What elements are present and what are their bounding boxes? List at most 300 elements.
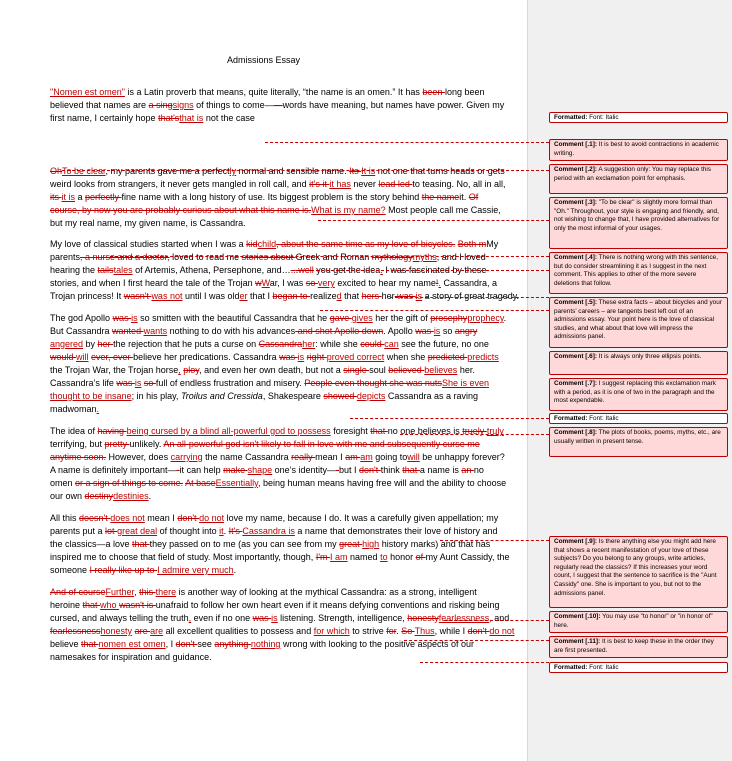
tracked-deletion: I really like up to [89,565,158,575]
text-run: The god Apollo [50,313,113,323]
comment-label: Comment [.9]: [554,538,597,545]
format-note[interactable] [549,112,728,123]
tracked-deletion: — [273,100,283,110]
comment-bubble[interactable] [549,164,728,194]
tracked-insertion: . [96,404,100,414]
comment-leader [390,297,549,298]
comment-text: "To be clear" is slightly more formal than "Oh." Throughout, your style is engaging and friendly, and, not wishing to change that, I have provided alternatives for only the most informal of your usages. [554,199,720,232]
text-run: . [396,626,402,636]
tracked-insertion: "Nomen est omen" [50,87,125,97]
text-run: hearing the [50,265,98,275]
text-run: , I [165,639,176,649]
tracked-deletion: At base [185,478,216,488]
text-run: not the case [203,113,255,123]
tracked-deletion: don't [467,626,490,636]
text-run: the classics—a love [50,539,133,549]
text-run: stories, and when I first heard the tale of the Trojan [50,278,256,288]
comment-leader [110,256,549,257]
tracked-insertion: ly [229,166,237,176]
tracked-insertion: great deal [117,526,158,536]
paragraph-1[interactable] [50,86,520,125]
text-line [50,525,520,538]
tracked-deletion: that [402,465,420,475]
text-run: until I was old [182,291,240,301]
comment-leader [350,418,549,419]
tracked-insertion: being cursed by a blind all-powerful god to possess [126,426,331,436]
text-line [50,551,520,564]
text-line [50,312,520,325]
tracked-deletion: of [415,552,426,562]
tracked-insertion: proved correct [326,352,385,362]
paragraph-6[interactable] [50,512,520,577]
text-run: not one that turns heads or gets [375,166,505,176]
comment-leader [444,620,549,621]
text-run: inspired me to choose that field of study. Most importantly, though, [50,552,316,562]
tracked-deletion: am [345,452,361,462]
text-run: a [75,192,86,202]
text-run: honor [387,552,416,562]
comment-bubble[interactable] [549,611,728,633]
text-run: , while I [434,626,468,636]
tracked-insertion: thought to be insane [50,391,132,401]
tracked-deletion: It's [228,526,243,536]
tracked-insertion: . [438,278,441,288]
text-run: All this [50,513,80,523]
tracked-deletion: having [97,426,127,436]
tracked-deletion: Oh [50,166,63,176]
text-run: it. [459,192,469,202]
tracked-insertion: does not [110,513,145,523]
text-run: but I [339,465,360,475]
tracked-deletion: was [394,291,416,301]
tracked-insertion: signs [172,100,194,110]
tracked-deletion: don't [177,513,200,523]
text-line [50,351,520,364]
tracked-deletion: believed [388,365,425,375]
tracked-insertion: very [317,278,335,288]
tracked-insertion: wants [143,326,168,336]
text-run: going to [372,452,408,462]
comment-leader [440,540,549,541]
tracked-deletion: was [116,378,135,388]
tracked-deletion: tails [97,265,114,275]
comment-bubble[interactable] [549,139,728,161]
text-run: However, does [106,452,171,462]
tracked-insertion: It is [361,166,376,176]
text-run: parents put a [50,526,106,536]
comment-bubble[interactable] [549,197,728,249]
tracked-insertion: destinies [113,491,149,501]
tracked-deletion: course, by now you are probably curious about what this name is. [50,205,312,215]
tracked-insertion: Further [105,587,135,597]
text-run: full of endless frustration and misery. [155,378,305,388]
tracked-deletion: Cassandra [258,339,303,349]
text-run: weird looks from strangers, it never gets mangled in roll call, and [50,179,310,189]
comment-label: Comment [.7]: [554,380,597,387]
tracked-deletion: mythology [371,252,413,262]
paragraph-5[interactable] [50,425,520,503]
comment-label: Comment [.1]: [554,141,597,148]
tracked-insertion: honesty [100,626,133,636]
tracked-deletion: predicted [427,352,468,362]
comment-bubble[interactable] [549,427,728,457]
text-run: long been [444,87,485,97]
text-run: loved to read me [169,252,242,262]
text-run: parents [50,252,81,262]
text-run: , [134,587,140,597]
text-run: madwoman [50,404,97,414]
tracked-insertion: angered [50,339,84,349]
tracked-insertion: truly [486,426,504,436]
tracked-deletion: So [401,626,415,636]
tracked-insertion: Essentially [215,478,258,488]
text-run: soul [369,365,389,375]
tracked-insertion: high [362,539,380,549]
tracked-deletion: pretty [104,439,130,449]
text-run: Trojan princess! It [50,291,124,301]
text-run: excited to hear my name [334,278,436,288]
comment-leader [400,434,549,435]
comment-label: Comment [.4]: [554,254,597,261]
text-run: you get the idea [313,265,381,275]
text-run: see the future, no one [398,339,489,349]
text-run: nothing to do with his advances [167,326,296,336]
text-line [50,86,520,99]
comment-text: Is there anything else you might add here that shows a recent manifestation of your love of these subjects? Do you belong to any groups, write articles, regularly read the classics? If this increases your word count, I suggest that the sentence to sacrifice is the "Aunt Cassidy" one. She is important to you, but not to the admissions panel. [554,538,717,597]
text-run: My love of classical studies started when I was a [50,239,247,249]
text-line [50,564,520,577]
text-run: a name is [419,465,462,475]
tracked-insertion: depicts [356,391,386,401]
tracked-insertion: is [131,313,138,323]
tracked-insertion: who [100,600,120,610]
comment-label: Formatted: [554,114,588,121]
tracked-deletion: don't [175,639,198,649]
tracked-insertion: it is [61,192,76,202]
comment-leader [404,640,549,641]
tracked-deletion: , about the same time as my love of bicycles. [276,239,456,249]
tracked-deletion: wasn't [123,291,152,301]
tracked-insertion: believes [424,365,458,375]
tracked-deletion: the name [421,192,460,202]
text-line [50,403,520,416]
comment-text: Font: Italic [587,664,619,671]
tracked-deletion: And of course [50,587,106,597]
tracked-insertion: will [76,352,89,362]
text-run: history marks) and that has [379,539,491,549]
comment-label: Comment [.11]: [554,638,601,645]
comment-bubble[interactable] [549,378,728,411]
tracked-insertion: child [257,239,277,249]
tracked-insertion: Thus [414,626,435,636]
tracked-deletion: could [360,339,385,349]
tracked-insertion: er [239,291,248,301]
comment-bubble[interactable] [549,297,728,348]
comment-bubble[interactable] [549,252,728,294]
text-run: by [83,339,98,349]
text-run: Cassandra as a raving [385,391,478,401]
text-run: foresight [330,426,371,436]
comment-text: The plots of books, poems, myths, etc., are usually written in present tense. [554,429,721,445]
tracked-deletion: single [343,365,370,375]
comment-text: Font: Italic [587,114,619,121]
text-run: that I [247,291,273,301]
tracked-deletion: and shot Apollo down [295,326,384,336]
tracked-deletion: was [415,326,434,336]
text-run: her [381,291,395,301]
tracked-insertion: is [297,352,305,362]
text-run: no one believes is [387,426,463,436]
text-line [50,377,520,390]
text-run: is another way of looking at the mythical Cassandra: as a strong, intelligent [176,587,477,597]
text-run: Most people call me Cassie, [385,205,501,215]
text-run: the Trojan War, the Trojan horse [50,365,179,375]
text-run: . [148,491,152,501]
tracked-deletion: An all-powerful god isn't likely to fall in love with me and subsequently curse me [163,439,480,449]
tracked-insertion: do not [489,626,515,636]
text-line [50,438,520,451]
tracked-deletion: kid [246,239,258,249]
tracked-insertion: I am [330,552,348,562]
tracked-deletion: that [370,426,388,436]
text-run: Cassandra’s life [50,378,117,388]
tracked-deletion: anything [214,639,251,649]
text-run: love my name, because I do. It was a carefully given appellation; my [224,513,499,523]
tracked-deletion: great [339,539,363,549]
text-run: so smitten with the beautiful Cassandra that he [137,313,330,323]
text-line [50,238,520,251]
tracked-deletion: gave [329,313,352,323]
comment-bubble[interactable] [549,536,728,608]
tracked-insertion: predicts [467,352,499,362]
tracked-deletion: destiny [84,491,114,501]
text-line [50,599,520,612]
tracked-deletion: Its [349,166,362,176]
text-run: I was fascinated by these [382,265,487,275]
tracked-deletion: perfectly [85,192,122,202]
text-run: first name, I certainly hope [50,113,159,123]
tracked-deletion: well [298,265,314,275]
comment-label: Comment [.6]: [554,353,597,360]
comment-bubble[interactable] [549,636,728,658]
comment-text: A suggestion only: You may replace this period with an exclamation point for emphasis. [554,166,712,182]
tracked-deletion: this [139,587,156,597]
comment-text: It is always only three ellipsis points. [596,353,702,360]
tracked-insertion: it has [329,179,351,189]
tracked-deletion: Of [468,192,479,202]
text-run: see [197,639,215,649]
comment-leader [296,270,549,271]
tracked-deletion: that [81,639,99,649]
comment-label: Comment [.2]: [554,166,597,173]
text-run: when she [384,352,428,362]
text-run: , my parents gave me a perfect [105,166,230,176]
text-line [50,425,520,438]
text-line [50,586,520,599]
text-run: realize [310,291,337,301]
text-run: normal and sensible name. [236,166,350,176]
text-run: of Artemis, Athena, Persephone, and… [132,265,291,275]
text-run: but my real name, my given name, is Cassandra. [50,218,246,228]
tracked-deletion: so [143,378,156,388]
comment-label: Comment [.8]: [554,429,597,436]
comment-leader [320,310,549,311]
text-run: named [347,552,381,562]
text-run: it can help [179,465,224,475]
tracked-deletion: stories about [241,252,296,262]
tracked-deletion: for [386,626,397,636]
text-run: that [341,291,362,301]
text-run: wrong with looking to the positive aspects of our [280,639,475,649]
comment-label: Formatted: [554,415,588,422]
tracked-deletion: was [279,352,298,362]
text-run: her the gift of [372,313,431,323]
tracked-deletion: was [112,313,132,323]
tracked-insertion: , [178,365,181,375]
tracked-deletion: - [176,465,180,475]
text-run: of thought into [157,526,220,536]
text-line [50,338,520,351]
text-run: cursed, and always telling the truth [50,613,189,623]
italic-title: Troilus and Cressida [180,391,263,401]
tracked-deletion: Both m [457,239,487,249]
text-run: my Aunt Cassidy, the [425,552,510,562]
tracked-insertion: prophecy [467,313,504,323]
tracked-insertion: it [219,526,224,536]
text-run: terrifying, but [50,439,105,449]
tracked-deletion: People even thought she was nuts [304,378,442,388]
tracked-deletion: w [255,278,262,288]
text-run: , Shakespeare [262,391,324,401]
tracked-deletion: truely [462,426,487,436]
text-run: of things to come— [193,100,274,110]
tracked-deletion: prosephy [430,313,468,323]
tracked-insertion: nothing [250,639,281,649]
tracked-insertion: is [134,378,142,388]
text-run: , and I loved [436,252,486,262]
tracked-insertion: W [261,278,270,288]
text-run: our own [50,491,85,501]
tracked-deletion: been [422,87,445,97]
comment-bubble[interactable] [549,351,728,375]
tracked-insertion: there [155,587,177,597]
tracked-insertion: shape [247,465,273,475]
tracked-deletion: was [252,613,272,623]
text-line [50,217,520,230]
tracked-deletion: it's it [309,179,330,189]
tracked-deletion: a sing [148,100,173,110]
paragraph-7[interactable] [50,586,520,664]
tracked-insertion: She is even [441,378,489,388]
tracked-deletion: that [132,539,150,549]
format-note[interactable] [549,662,728,673]
tracked-insertion: . [380,265,383,275]
document-title: Admissions Essay [226,55,301,65]
tracked-deletion: would [50,352,77,362]
tracked-deletion: - [336,465,340,475]
tracked-insertion: gives [351,313,373,323]
tracked-insertion: for which [313,626,350,636]
tracked-deletion: so [305,278,318,288]
text-run: unlikely. [129,439,164,449]
tracked-deletion: lead led [378,179,413,189]
tracked-insertion: tales [113,265,133,275]
text-line [50,364,520,377]
tracked-deletion: make [223,465,248,475]
text-line [50,191,520,204]
tracked-deletion: I'm [315,552,331,562]
text-line [50,464,520,477]
tracked-insertion: , [188,613,192,623]
tracked-insertion: to [380,552,388,562]
tracked-deletion: , a nurse and a doctor, [80,252,170,262]
text-line [50,165,520,178]
tracked-deletion: an [461,465,474,475]
text-line [50,277,520,290]
text-run: believed that names are [50,100,149,110]
text-line [50,490,520,503]
comment-leader [62,170,549,171]
tracked-insertion: am [360,452,373,462]
comment-text: Font: Italic [587,415,619,422]
tracked-insertion: that is [179,113,204,123]
tracked-deletion: wanted [112,326,144,336]
text-run: , and even her own death, but not a [199,365,344,375]
text-line [50,451,520,464]
text-run: all excellent qualities to possess and [163,626,314,636]
tracked-deletion: are [134,626,151,636]
comment-text: You may use "to honor" or "in honor of" here. [554,613,713,629]
text-run: one’s identity— [272,465,337,475]
text-run: fine name with a long history of use. Its biggest problem is the story behind [121,192,422,202]
tracked-insertion: her [302,339,316,349]
paragraph-4[interactable] [50,312,520,416]
text-run: Cassandra, a [440,278,497,288]
text-run: listening. Strength, intelligence, [277,613,408,623]
tracked-deletion: angry [454,326,478,336]
text-run: no [473,465,484,475]
comment-label: Formatted: [554,664,588,671]
text-run: The idea of [50,426,98,436]
text-run: the name Cassandra [202,452,292,462]
tracked-insertion: What is my name? [311,205,386,215]
text-run: : while she [315,339,361,349]
text-run: believe her predications. Cassandra [133,352,280,362]
tracked-deletion: really [291,452,316,462]
text-run: even if no one [191,613,253,623]
text-run: . [295,265,299,275]
tracked-insertion: was not [151,291,183,301]
text-line [50,612,520,625]
tracked-deletion: showed [323,391,357,401]
tracked-deletion: ! [435,278,439,288]
tracked-deletion: began to [272,291,311,301]
text-line [50,204,520,217]
tracked-insertion: To be clear [62,166,106,176]
tracked-deletion: doesn't [79,513,111,523]
tracked-deletion: fearlessness [50,626,101,636]
format-note[interactable] [549,413,728,424]
text-line [50,325,520,338]
text-run: think [380,465,403,475]
text-run: My [486,239,499,249]
comment-leader [318,220,549,221]
tracked-insertion: can [384,339,399,349]
text-run: mean I [315,452,346,462]
text-run: to strive [349,626,387,636]
tracked-deletion: hers [361,291,382,301]
tracked-insertion: nomen est omen [98,639,166,649]
